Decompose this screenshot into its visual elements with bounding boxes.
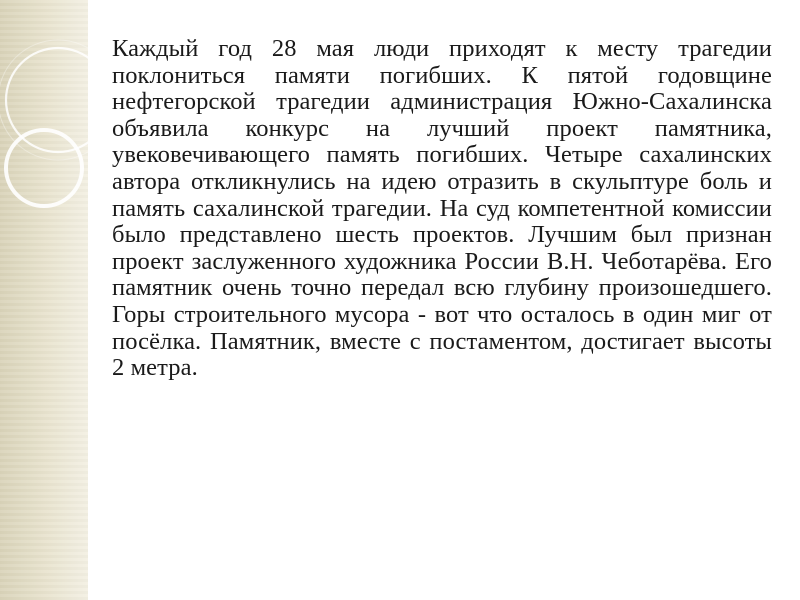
medium-ring bbox=[6, 130, 82, 206]
slide-body-text: Каждый год 28 мая люди приходят к месту трагедии поклониться памяти погибших. К пятой годовщине нефтегорской трагедии администрация Южно-Сахалинска объявила конкурс на лучший проект памятника, увековечивающего память погибших. Четыре сахалинских автора откликнулись на идею отразить в скульптуре боль и память сахалинской трагедии. На суд компетентной комиссии было представлено шесть проектов. Лучшим был признан проект заслуженного художника России В.Н. Чеботарёва. Его памятник очень точно передал всю глубину произошедшего. Горы строительного мусора - вот что осталось в один миг от посёлка. Памятник, вместе с постаментом, достигает высоты 2 метра. bbox=[112, 35, 772, 382]
decorative-rings bbox=[0, 0, 120, 260]
